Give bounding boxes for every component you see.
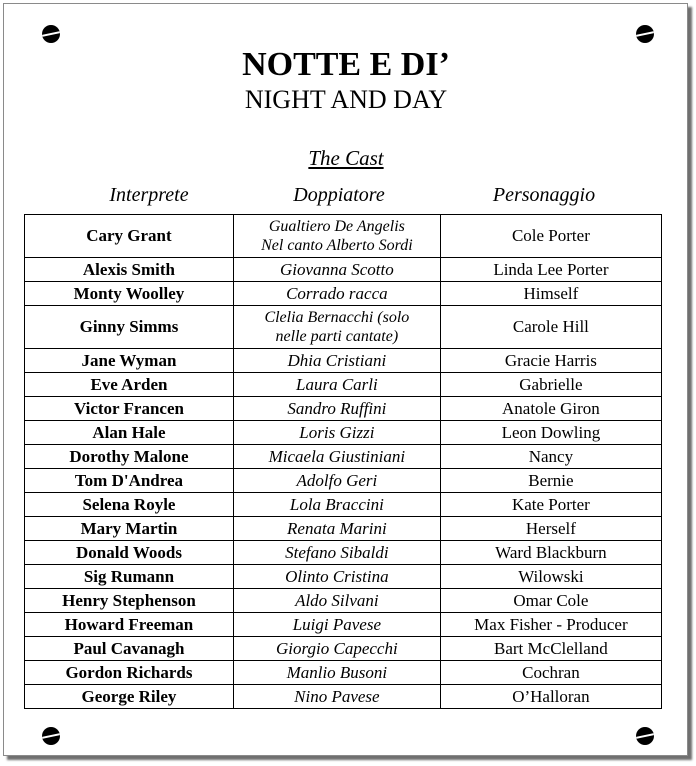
table-row [25, 541, 662, 565]
voice-actor-cell [233, 469, 440, 493]
voice-actor-cell [233, 397, 440, 421]
voice-actor-line: Corrado racca [286, 283, 388, 303]
voice-actor-line: Nel canto Alberto Sordi [261, 237, 413, 254]
character-cell: Anatole Giron [440, 397, 661, 421]
voice-actor-cell [233, 661, 440, 685]
voice-actor-line: Manlio Busoni [286, 662, 388, 682]
table-row [25, 421, 662, 445]
character-cell: O’Halloran [440, 685, 661, 709]
column-header-actor: Interprete [109, 184, 189, 206]
table-row [25, 373, 662, 397]
character-cell: Max Fisher - Producer [440, 613, 661, 637]
voice-actor-line: Renata Marini [287, 518, 387, 538]
actor-cell: Monty Woolley [25, 282, 234, 306]
table-row [25, 445, 662, 469]
voice-actor-cell [233, 421, 440, 445]
actor-cell: Sig Rumann [25, 565, 234, 589]
character-cell: Cochran [440, 661, 661, 685]
voice-actor-line: Gualtiero De Angelis [268, 218, 405, 235]
character-cell: Wilowski [440, 565, 661, 589]
voice-actor-cell [233, 258, 440, 282]
voice-actor-line: Clelia Bernacchi (solo [264, 309, 410, 326]
character-cell: Herself [440, 517, 661, 541]
voice-actor-cell [233, 215, 440, 258]
voice-actor-line: Giorgio Capecchi [276, 638, 398, 658]
voice-actor-cell [233, 589, 440, 613]
table-row [25, 685, 662, 709]
voice-actor-line: Nino Pavese [294, 686, 380, 706]
table-row [25, 613, 662, 637]
voice-actor-line: Luigi Pavese [292, 614, 382, 634]
character-cell: Bart McClelland [440, 637, 661, 661]
actor-cell: Eve Arden [25, 373, 234, 397]
table-row [25, 565, 662, 589]
table-row [25, 589, 662, 613]
voice-actor-cell [233, 373, 440, 397]
actor-cell: George Riley [25, 685, 234, 709]
screw-icon [636, 727, 654, 745]
actor-cell: Alexis Smith [25, 258, 234, 282]
column-header-voice: Doppiatore [293, 184, 385, 206]
voice-actor-line: Aldo Silvani [295, 590, 379, 610]
actor-cell: Howard Freeman [25, 613, 234, 637]
character-cell: Bernie [440, 469, 661, 493]
actor-cell: Selena Royle [25, 493, 234, 517]
table-row [25, 517, 662, 541]
table-row [25, 258, 662, 282]
actor-cell: Donald Woods [25, 541, 234, 565]
table-row [25, 349, 662, 373]
voice-actor-line: Stefano Sibaldi [285, 542, 389, 562]
voice-actor-line: Sandro Ruffini [287, 398, 387, 418]
screw-icon [636, 25, 654, 43]
actor-cell: Gordon Richards [25, 661, 234, 685]
voice-actor-line: Micaela Giustiniani [268, 446, 406, 466]
character-cell: Cole Porter [440, 215, 661, 258]
voice-actor-cell [233, 541, 440, 565]
page-subtitle: NIGHT AND DAY [244, 85, 448, 114]
screw-icon [42, 727, 60, 745]
voice-actor-cell [233, 517, 440, 541]
cast-plaque [3, 3, 688, 756]
voice-actor-line: Giovanna Scotto [279, 259, 394, 279]
column-header-role: Personaggio [492, 184, 596, 206]
character-cell: Linda Lee Porter [440, 258, 661, 282]
character-cell: Leon Dowling [440, 421, 661, 445]
actor-cell: Dorothy Malone [25, 445, 234, 469]
table-row [25, 215, 662, 258]
page-title: NOTTE E DI’ [242, 46, 450, 83]
table-row [25, 282, 662, 306]
actor-cell: Victor Francen [25, 397, 234, 421]
character-cell: Omar Cole [440, 589, 661, 613]
actor-cell: Paul Cavanagh [25, 637, 234, 661]
voice-actor-line: Laura Carli [296, 374, 378, 394]
actor-cell: Alan Hale [25, 421, 234, 445]
table-row [25, 493, 662, 517]
screw-icon [42, 25, 60, 43]
actor-cell: Jane Wyman [25, 349, 234, 373]
table-row [25, 397, 662, 421]
character-cell: Nancy [440, 445, 661, 469]
voice-actor-cell [233, 637, 440, 661]
voice-actor-line: Olinto Cristina [285, 566, 389, 586]
table-row [25, 637, 662, 661]
actor-cell: Mary Martin [25, 517, 234, 541]
section-heading: The Cast [308, 146, 384, 170]
voice-actor-cell [233, 445, 440, 469]
character-cell: Gracie Harris [440, 349, 661, 373]
voice-actor-line: Adolfo Geri [296, 470, 378, 490]
actor-cell: Tom D'Andrea [25, 469, 234, 493]
table-row [25, 661, 662, 685]
voice-actor-cell [233, 613, 440, 637]
actor-cell: Ginny Simms [25, 306, 234, 349]
voice-actor-cell [233, 349, 440, 373]
character-cell: Kate Porter [440, 493, 661, 517]
character-cell: Ward Blackburn [440, 541, 661, 565]
voice-actor-line: Lola Braccini [289, 494, 384, 514]
voice-actor-cell [233, 493, 440, 517]
voice-actor-line: nelle parti cantate) [275, 328, 399, 345]
cast-table-body [25, 215, 662, 709]
voice-actor-cell [233, 565, 440, 589]
voice-actor-cell [233, 685, 440, 709]
character-cell: Carole Hill [440, 306, 661, 349]
voice-actor-line: Dhia Cristiani [287, 350, 387, 370]
actor-cell: Cary Grant [25, 215, 234, 258]
character-cell: Gabrielle [440, 373, 661, 397]
cast-table [24, 214, 662, 709]
voice-actor-cell [233, 306, 440, 349]
voice-actor-line: Loris Gizzi [299, 422, 375, 442]
character-cell: Himself [440, 282, 661, 306]
table-row [25, 469, 662, 493]
actor-cell: Henry Stephenson [25, 589, 234, 613]
table-row [25, 306, 662, 349]
voice-actor-cell [233, 282, 440, 306]
